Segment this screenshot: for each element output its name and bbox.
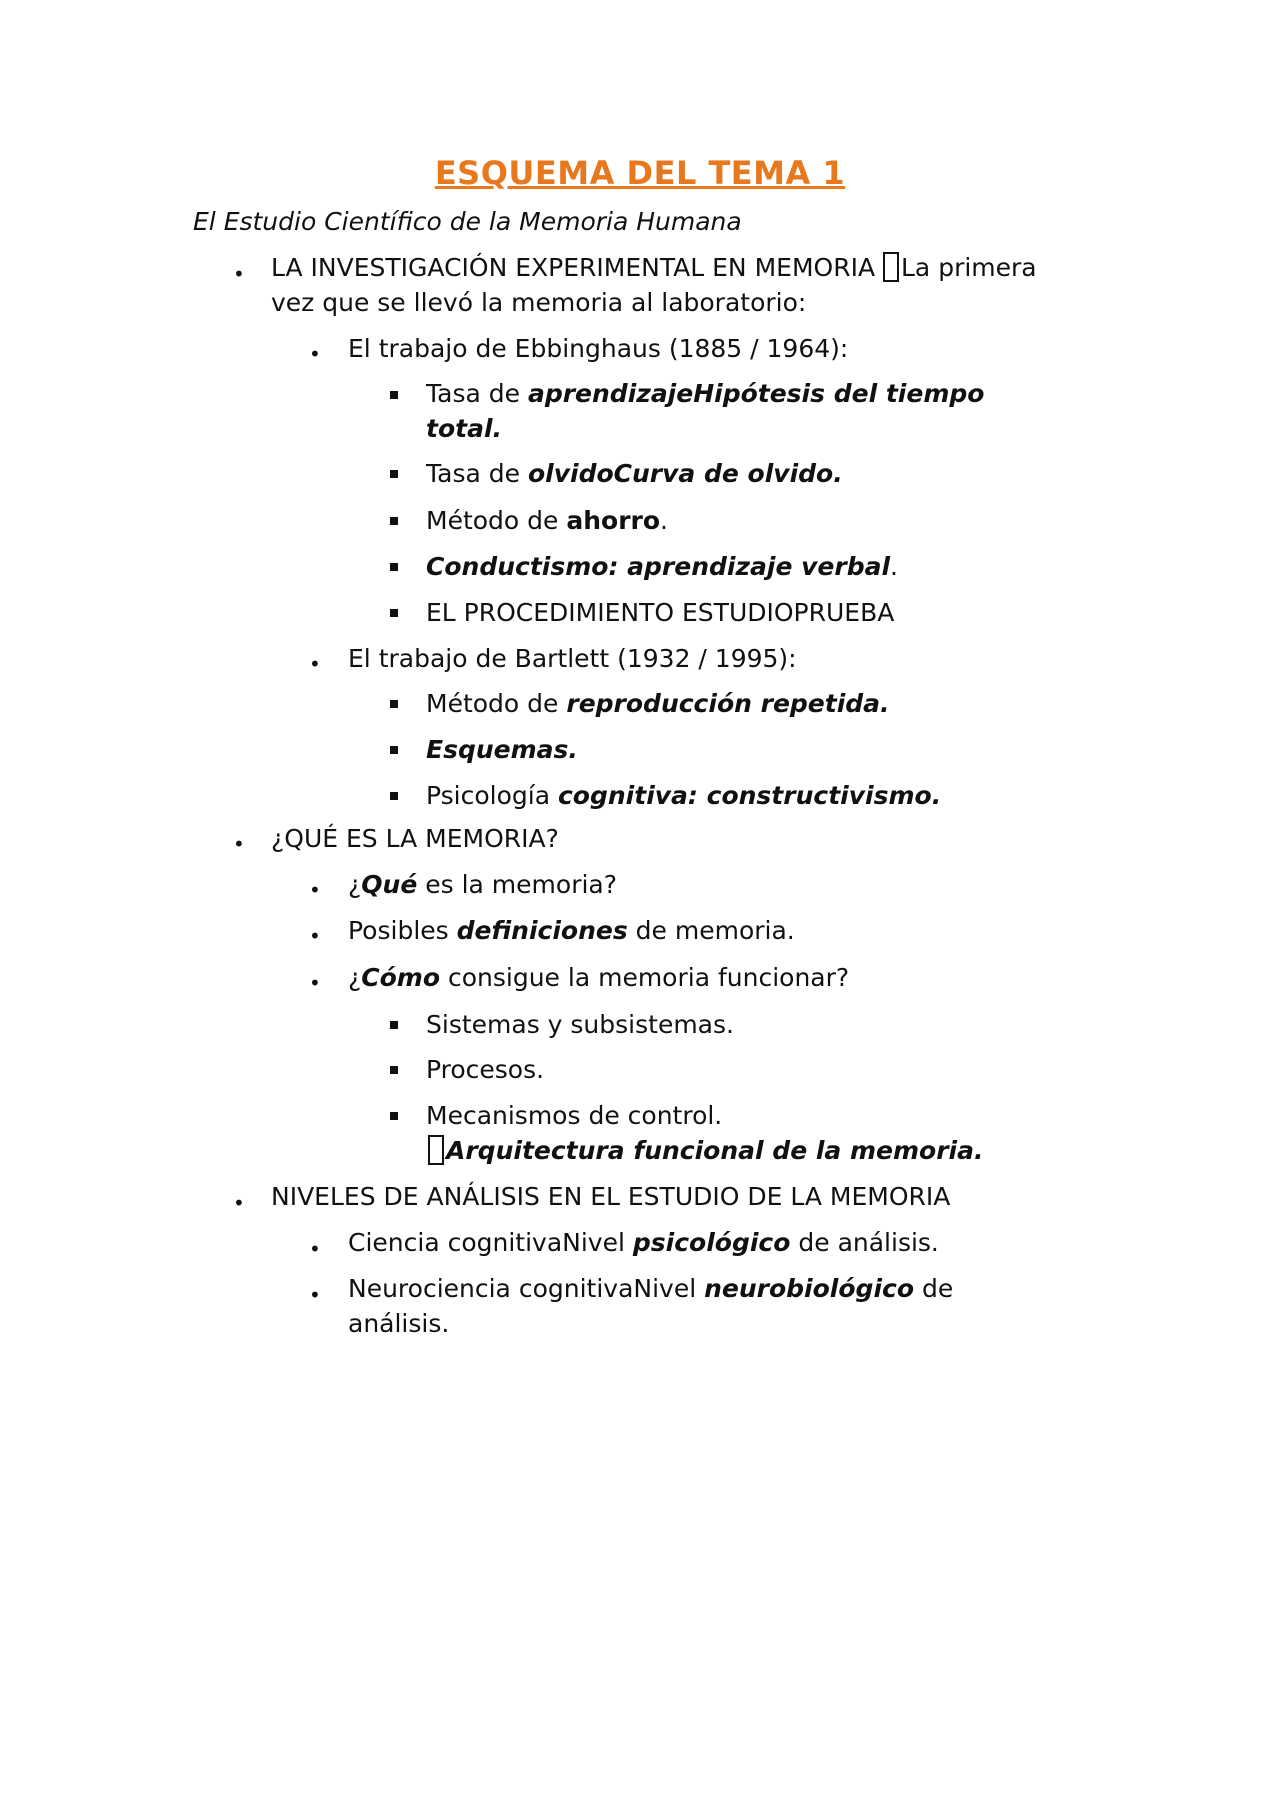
list-item-tasa-aprendizaje: Tasa de aprendizajeHipótesis del tiempo (426, 379, 985, 408)
section-heading-que-es: ¿QUÉ ES LA MEMORIA? (271, 824, 559, 853)
list-item-conductismo: Conductismo: aprendizaje verbal. (426, 552, 898, 581)
list-item-como: ¿Cómo consigue la memoria funcionar? (348, 963, 850, 992)
square-bullet (390, 470, 398, 478)
bullet-dot: • (309, 342, 321, 366)
list-item-definiciones: Posibles definiciones de memoria. (348, 916, 795, 945)
list-item-que-es: ¿Qué es la memoria? (348, 870, 618, 899)
page-title: ESQUEMA DEL TEMA 1 (434, 154, 846, 192)
list-item-tasa-aprendizaje-cont: total. (426, 414, 503, 443)
page-subtitle: El Estudio Científico de la Memoria Humana (193, 207, 742, 236)
bullet-dot: • (309, 1283, 321, 1307)
bullet-dot: • (309, 971, 321, 995)
square-bullet (390, 792, 398, 800)
list-item-arquitectura: Arquitectura funcional de la memoria. (428, 1133, 984, 1168)
bullet-dot: • (309, 652, 321, 676)
square-bullet (390, 1021, 398, 1029)
list-item-psicologia: Psicología cognitiva: constructivismo. (426, 781, 942, 810)
list-item-procedimiento: EL PROCEDIMIENTO ESTUDIOPRUEBA (426, 598, 895, 627)
list-item-tasa-olvido: Tasa de olvidoCurva de olvido. (426, 459, 843, 488)
square-bullet (390, 1112, 398, 1120)
list-item-sistemas: Sistemas y subsistemas. (426, 1010, 734, 1039)
list-item-reproduccion: Método de reproducción repetida. (426, 689, 890, 718)
square-bullet (390, 746, 398, 754)
section-heading-investigacion: LA INVESTIGACIÓN EXPERIMENTAL EN MEMORIA La primera (271, 253, 1037, 282)
missing-glyph-icon (428, 1135, 444, 1165)
list-item-procesos: Procesos. (426, 1055, 545, 1084)
square-bullet (390, 563, 398, 571)
list-item-neurociencia: Neurociencia cognitivaNivel neurobiológico de (348, 1274, 954, 1303)
section-heading-niveles: NIVELES DE ANÁLISIS EN EL ESTUDIO DE LA MEMORIA (271, 1182, 951, 1211)
section-heading-continuation: vez que se llevó la memoria al laboratorio: (271, 288, 807, 317)
square-bullet (390, 517, 398, 525)
bullet-dot: • (309, 924, 321, 948)
square-bullet (390, 1066, 398, 1074)
list-item-bartlett: El trabajo de Bartlett (1932 / 1995): (348, 644, 797, 673)
bullet-dot: • (309, 878, 321, 902)
square-bullet (390, 609, 398, 617)
list-item-neurociencia-cont: análisis. (348, 1309, 450, 1338)
list-item-mecanismos: Mecanismos de control. (426, 1101, 723, 1130)
bullet-dot: • (233, 832, 245, 856)
missing-glyph-icon (883, 252, 899, 282)
list-item-ebbinghaus: El trabajo de Ebbinghaus (1885 / 1964): (348, 334, 849, 363)
bullet-dot: • (233, 262, 245, 286)
list-item-esquemas: Esquemas. (426, 735, 578, 764)
bullet-dot: • (233, 1191, 245, 1215)
bullet-dot: • (309, 1237, 321, 1261)
list-item-ciencia-cognitiva: Ciencia cognitivaNivel psicológico de análisis. (348, 1228, 939, 1257)
square-bullet (390, 391, 398, 399)
list-item-metodo-ahorro: Método de ahorro. (426, 506, 668, 535)
square-bullet (390, 700, 398, 708)
